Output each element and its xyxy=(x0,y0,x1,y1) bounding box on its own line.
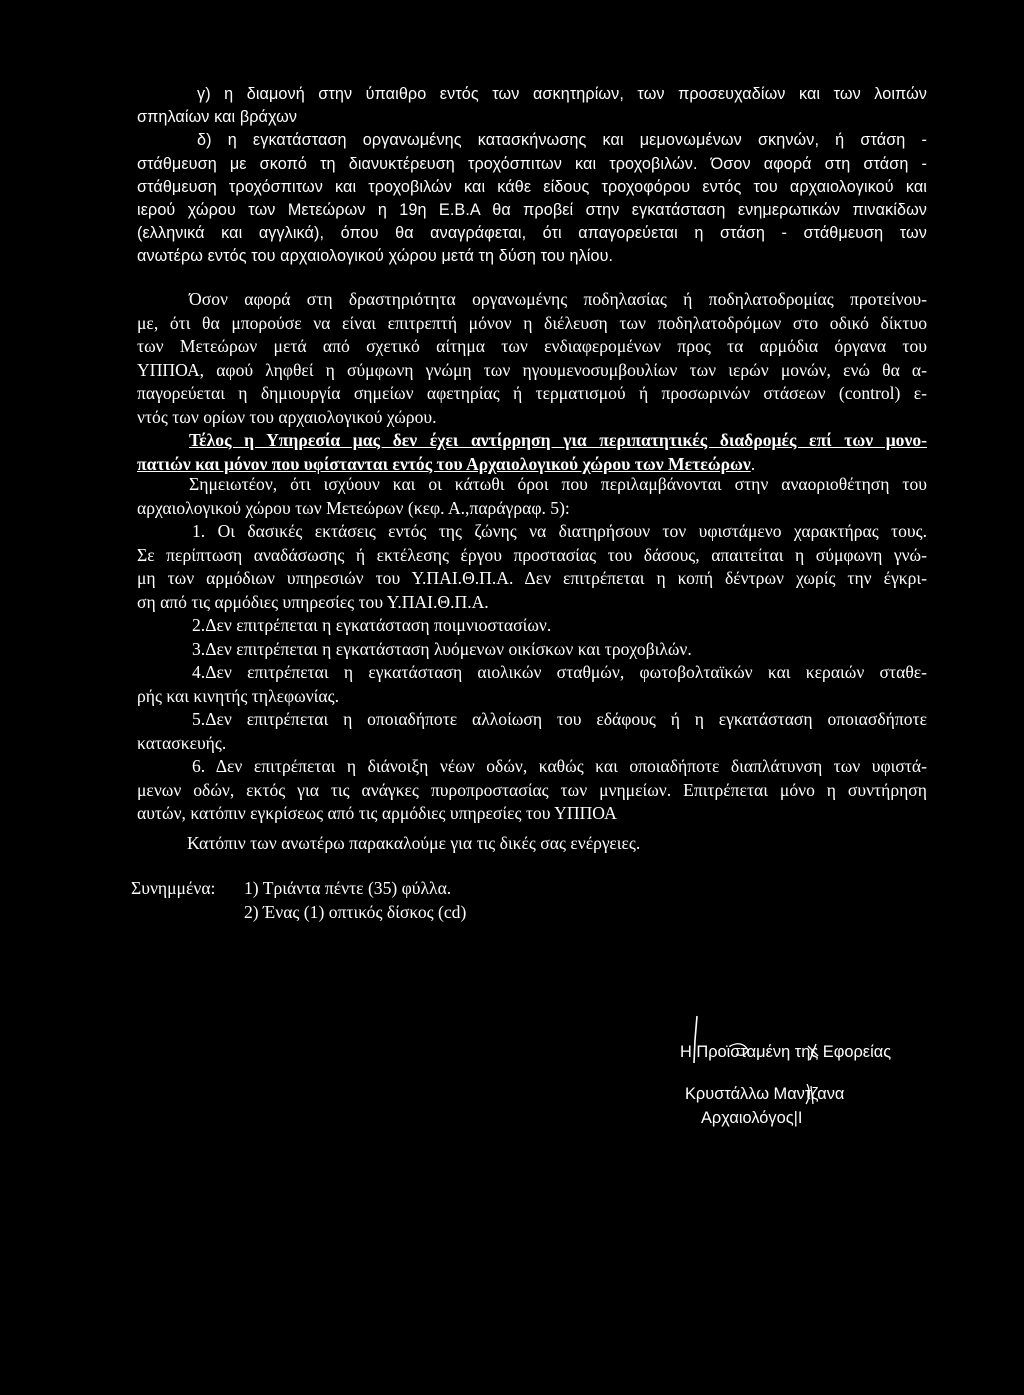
end-punctuation: . xyxy=(750,453,756,474)
list-item-2: 2.Δεν επιτρέπεται η εγκατάσταση ποιμνιοστασίων. xyxy=(192,615,552,635)
text-line: Όσον αφορά στη δραστηριότητα οργανωμένης ποδηλασίας ή ποδηλατοδρομίας προτείνου- xyxy=(189,289,927,309)
list-item-3: 3.Δεν επιτρέπεται η εγκατάσταση λυόμενων οικίσκων και τροχοβιλών. xyxy=(192,638,692,659)
list-item-1: 1. Οι δασικές εκτάσεις εντός της ζώνης να διατηρήσουν τον υφιστάμενο χαρακτήρας τους. xyxy=(192,521,927,541)
text-line: ανωτέρω εντός του αρχαιολογικού χώρου μετά τη δύση του ηλίου. xyxy=(137,247,614,266)
text-line: γ) η διαμονή στην ύπαιθρο εντός των ασκητηρίων, των προσευχαδίων και των λοιπών xyxy=(197,85,927,103)
text-line: με, ότι θα μπορούσε να είναι επιτρεπτή μόνον η διέλευση των ποδηλατοδρόμων στο οδικό δίκτυο xyxy=(137,312,927,333)
text-line: μη των αρμόδιων υπηρεσιών του Υ.ΠΑΙ.Θ.Π.Α. Δεν επιτρέπεται η κοπή δέντρων χωρίς την έγκρι- xyxy=(137,568,927,588)
attachments-list xyxy=(244,877,466,924)
camping-restrictions-paragraph xyxy=(137,83,927,269)
text-line: Σημειωτέον, ότι ισχύουν και οι κάτωθι όροι που περιλαμβάνονται στην αναοριοθέτηση του xyxy=(189,474,927,494)
text-line: δ) η εγκατάσταση οργανωμένης κατασκήνωσης και μεμονωμένων σκηνών, ή στάση - xyxy=(197,131,927,150)
text-line: (ελληνικά και αγγλικά), όπου θα αναγράφεται, ότι απαγορεύεται η στάση - στάθμευση των xyxy=(137,224,927,243)
text-line: αρχαιολογικού χώρου των Μετεώρων (κεφ. Α.,παράγραφ. 5): xyxy=(137,497,570,518)
text-line: μενων οδών, εκτός για τις ανάγκες πυροπροστασίας των μνημείων. Επιτρέπεται μόνο η συντήρηση xyxy=(137,779,927,800)
signature-name xyxy=(685,1082,844,1106)
text-line: Σε περίπτωση αναδάσωσης ή εκτέλεσης έργου προστασίας του δάσους, απαιτείται η σύμφωνη γνώ- xyxy=(137,544,927,565)
signature-name-text: Κρυστάλλω Μαντζανα xyxy=(685,1085,845,1103)
attachment-item: 2) Ένας (1) οπτικός δίσκος (cd) xyxy=(244,901,467,922)
text-line: ρής και κινητής τηλεφωνίας. xyxy=(137,685,339,706)
text-line: παγορεύεται η δημιουργία σημείων αφετηρίας ή τερματισμού ή προσωρινών στάσεων (control) ε- xyxy=(137,383,927,403)
closing-line xyxy=(187,832,640,856)
text-line: κατασκευής. xyxy=(137,732,227,753)
hiking-paragraph xyxy=(137,429,927,476)
list-item-6: 6. Δεν επιτρέπεται η διάνοιξη νέων οδών, καθώς και οποιαδήποτε διαπλάτυνση των υφιστά- xyxy=(192,756,927,776)
signature-title-text: Η Προϊσταμένη της Εφορείας xyxy=(680,1043,892,1061)
text-line: ιερού χώρου των Μετεώρων η 19η Ε.Β.Α θα προβεί στην εγκατάσταση ενημερωτικών πινακίδων xyxy=(137,201,927,220)
text-line: των Μετεώρων μετά από σχετικό αίτημα των ενδιαφερομένων προς τα αρμόδια όργανα του xyxy=(137,336,927,356)
bold-underlined-text: πατιών και μόνον που υφίστανται εντός του Αρχαιολογικού χώρου των Μετεώρων xyxy=(137,453,751,474)
attachments-block xyxy=(131,877,215,901)
signature-role xyxy=(701,1106,802,1130)
signature-role-text: Αρχαιολόγος|Ι xyxy=(701,1109,803,1127)
cycling-paragraph xyxy=(137,288,927,429)
text-line: στάθμευση τροχόσπιτων και τροχοβιλών και κάθε είδους τροχοφόρου εντός του αρχαιολογικού και xyxy=(137,177,927,196)
text-line: ΥΠΠΟΑ, αφού ληφθεί η σύμφωνη γνώμη των ηγουμενοσυμβουλίων των ιερών μονών, ενώ θα α- xyxy=(137,359,927,380)
text-line: στάθμευση με σκοπό τη διανυκτέρευση τροχόσπιτων και τροχοβιλών. Όσον αφορά στη στάση - xyxy=(137,154,927,173)
text-line: σπηλαίων και βράχων xyxy=(137,108,298,127)
signature-title xyxy=(680,1040,891,1064)
bold-underlined-line: Τέλος η Υπηρεσία μας δεν έχει αντίρρηση για περιπατητικές διαδρομές επί των μονο- xyxy=(189,430,927,450)
terms-paragraph xyxy=(137,473,927,826)
attachments-label: Συνημμένα: xyxy=(131,878,216,898)
list-item-4: 4.Δεν επιτρέπεται η εγκατάσταση αιολικών σταθμών, φωτοβολταϊκών και κεραιών σταθε- xyxy=(192,662,927,682)
closing-text: Κατόπιν των ανωτέρω παρακαλούμε για τις δικές σας ενέργειες. xyxy=(187,833,641,853)
list-item-5: 5.Δεν επιτρέπεται η οποιαδήποτε αλλοίωση του εδάφους ή η εγκατάσταση οποιασδήποτε xyxy=(192,709,927,729)
text-line: ντός των ορίων του αρχαιολογικού χώρου. xyxy=(137,406,437,427)
text-line: ση από τις αρμόδιες υπηρεσίες του Υ.ΠΑΙ.Θ.Π.Α. xyxy=(137,591,489,612)
attachment-item: 1) Τριάντα πέντε (35) φύλλα. xyxy=(244,878,452,898)
text-line: αυτών, κατόπιν εγκρίσεως από τις αρμόδιες υπηρεσίες του ΥΠΠΟΑ xyxy=(137,803,617,823)
